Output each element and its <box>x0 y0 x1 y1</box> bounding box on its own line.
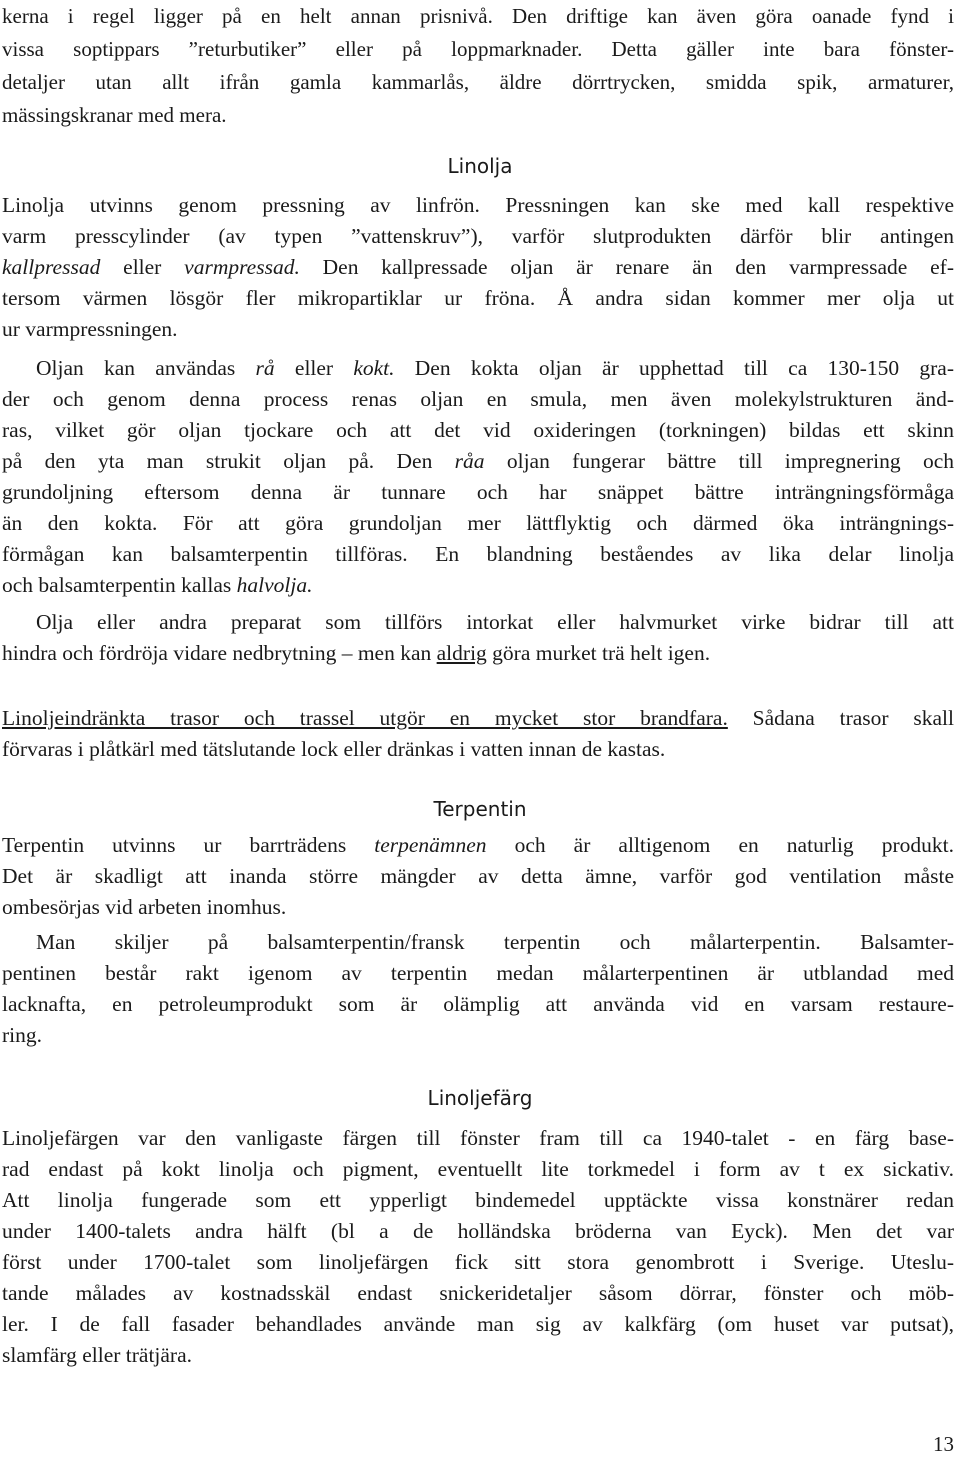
linoljefarg-paragraph <box>2 1123 954 1371</box>
italic-term: rå <box>255 356 275 380</box>
italic-term: halvolja. <box>236 573 313 597</box>
text-line <box>2 570 954 601</box>
italic-term: kokt. <box>353 356 395 380</box>
text-line: ombesörjas vid arbeten inomhus. <box>2 895 287 919</box>
text-line: vissa soptippars ”returbutiker” eller på loppmarknader. Detta gäller inte bara fönster- <box>2 37 954 61</box>
text-line <box>2 353 954 384</box>
linolja-paragraph-2 <box>2 353 954 601</box>
fire-warning-paragraph <box>2 703 954 765</box>
text-line: rad endast på kokt linolja och pigment, eventuellt lite torkmedel i form av t ex sickativ. <box>2 1157 954 1181</box>
text-line: mässingskranar med mera. <box>2 103 227 127</box>
page-number: 13 <box>933 1432 954 1456</box>
text-run: och balsamterpentin kallas <box>2 573 237 597</box>
text-line: Linolja utvinns genom pressning av linfrön. Pressningen kan ske med kall respektive <box>2 193 954 217</box>
text-line: der och genom denna process renas oljan en smula, men även molekylstrukturen änd- <box>2 387 954 411</box>
text-line: först under 1700-talet som linoljefärgen fick sitt stora genombrott i Sverige. Uteslu- <box>2 1250 954 1274</box>
text-line: grundoljning eftersom denna är tunnare och har snäppet bättre inträngningsförmåga <box>2 480 954 504</box>
text-line: under 1400-talets andra hälft (bl a de holländska bröderna van Eyck). Men det var <box>2 1219 954 1243</box>
text-line: ring. <box>2 1023 43 1047</box>
text-line: än den kokta. För att göra grundoljan mer lättflyktig och därmed öka inträngnings- <box>2 511 954 535</box>
text-line: Olja eller andra preparat som tillförs intorkat eller halvmurket virke bidrar till att <box>36 610 954 634</box>
text-run: Sådana trasor skall <box>727 706 954 730</box>
text-line: detaljer utan allt ifrån gamla kammarlås, äldre dörrtrycken, smidda spik, armaturer, <box>2 70 954 94</box>
text-run: Den kokta oljan är upphettad till ca 130-150 gra- <box>394 356 954 380</box>
text-line <box>2 638 954 669</box>
text-run: eller <box>274 356 354 380</box>
text-line: ur varmpressningen. <box>2 317 178 341</box>
text-run: göra murket trä helt igen. <box>486 641 711 665</box>
text-line: tersom värmen lösgör fler mikropartiklar ur fröna. Å andra sidan kommer mer olja ut <box>2 286 954 310</box>
text-line: Det är skadligt att inanda större mängder av detta ämne, varför god ventilation måste <box>2 864 954 888</box>
text-run: oljan fungerar bättre till impregnering och <box>484 449 954 473</box>
text-line <box>2 830 954 861</box>
underlined-word: aldrig <box>436 641 487 665</box>
italic-term: kallpressad <box>2 255 101 279</box>
text-line: förvaras i plåtkärl med tätslutande lock eller dränkas i vatten innan de kastas. <box>2 737 666 761</box>
section-heading-terpentin: Terpentin <box>433 797 527 821</box>
section-heading-linolja: Linolja <box>447 154 513 178</box>
text-run: och är alltigenom en naturlig produkt. <box>486 833 954 857</box>
text-line: Att linolja fungerade som ett ypperligt bindemedel upptäckte vissa konstnärer redan <box>2 1188 954 1212</box>
linolja-paragraph-1 <box>2 190 954 345</box>
text-run: Den kallpressade oljan är renare än den varmpressade ef- <box>299 255 954 279</box>
italic-term: råa <box>454 449 485 473</box>
text-line: kerna i regel ligger på en helt annan prisnivå. Den driftige kan även göra oanade fynd i <box>2 4 954 28</box>
text-run: eller <box>100 255 185 279</box>
text-line: pentinen består rakt igenom av terpentin medan målarterpentinen är utblandad med <box>2 961 954 985</box>
text-line: ras, vilket gör oljan tjockare och att det vid oxideringen (torkningen) bildas ett skinn <box>2 418 954 442</box>
text-line <box>2 446 954 477</box>
text-line: förmågan kan balsamterpentin tillföras. En blandning beståendes av lika delar linolja <box>2 542 954 566</box>
text-line: tande målades av kostnadsskäl endast snickeridetaljer såsom dörrar, fönster och möb- <box>2 1281 954 1305</box>
underlined-warning: Linoljeindränkta trasor och trassel utgör en mycket stor brandfara. <box>2 706 728 730</box>
text-run: Terpentin utvinns ur barrträdens <box>2 833 375 857</box>
italic-term: terpenämnen <box>374 833 487 857</box>
text-line: Man skiljer på balsamterpentin/fransk terpentin och målarterpentin. Balsamter- <box>36 930 954 954</box>
terpentin-paragraph-2 <box>2 927 954 1051</box>
text-run: Oljan kan användas <box>36 356 256 380</box>
italic-term: varmpressad. <box>184 255 300 279</box>
section-heading-linoljefarg: Linoljefärg <box>427 1086 533 1110</box>
text-line: ler. I de fall fasader behandlades använde man sig av kalkfärg (om huset var putsat), <box>2 1312 954 1336</box>
text-run: hindra och fördröja vidare nedbrytning – men kan <box>2 641 437 665</box>
text-line <box>2 703 954 734</box>
text-line: lacknafta, en petroleumprodukt som är olämplig att använda vid en varsam restaure- <box>2 992 954 1016</box>
text-line: slamfärg eller trätjära. <box>2 1343 193 1367</box>
linolja-paragraph-3 <box>2 607 954 669</box>
text-run: på den yta man strukit oljan på. Den <box>2 449 455 473</box>
text-line: Linoljefärgen var den vanligaste färgen till fönster fram till ca 1940-talet - en färg base- <box>2 1126 954 1150</box>
text-line <box>2 252 954 283</box>
terpentin-paragraph-1 <box>2 830 954 923</box>
intro-paragraph <box>2 0 954 132</box>
text-line: varm presscylinder (av typen ”vattenskruv”), varför slutprodukten därför blir antingen <box>2 224 954 248</box>
